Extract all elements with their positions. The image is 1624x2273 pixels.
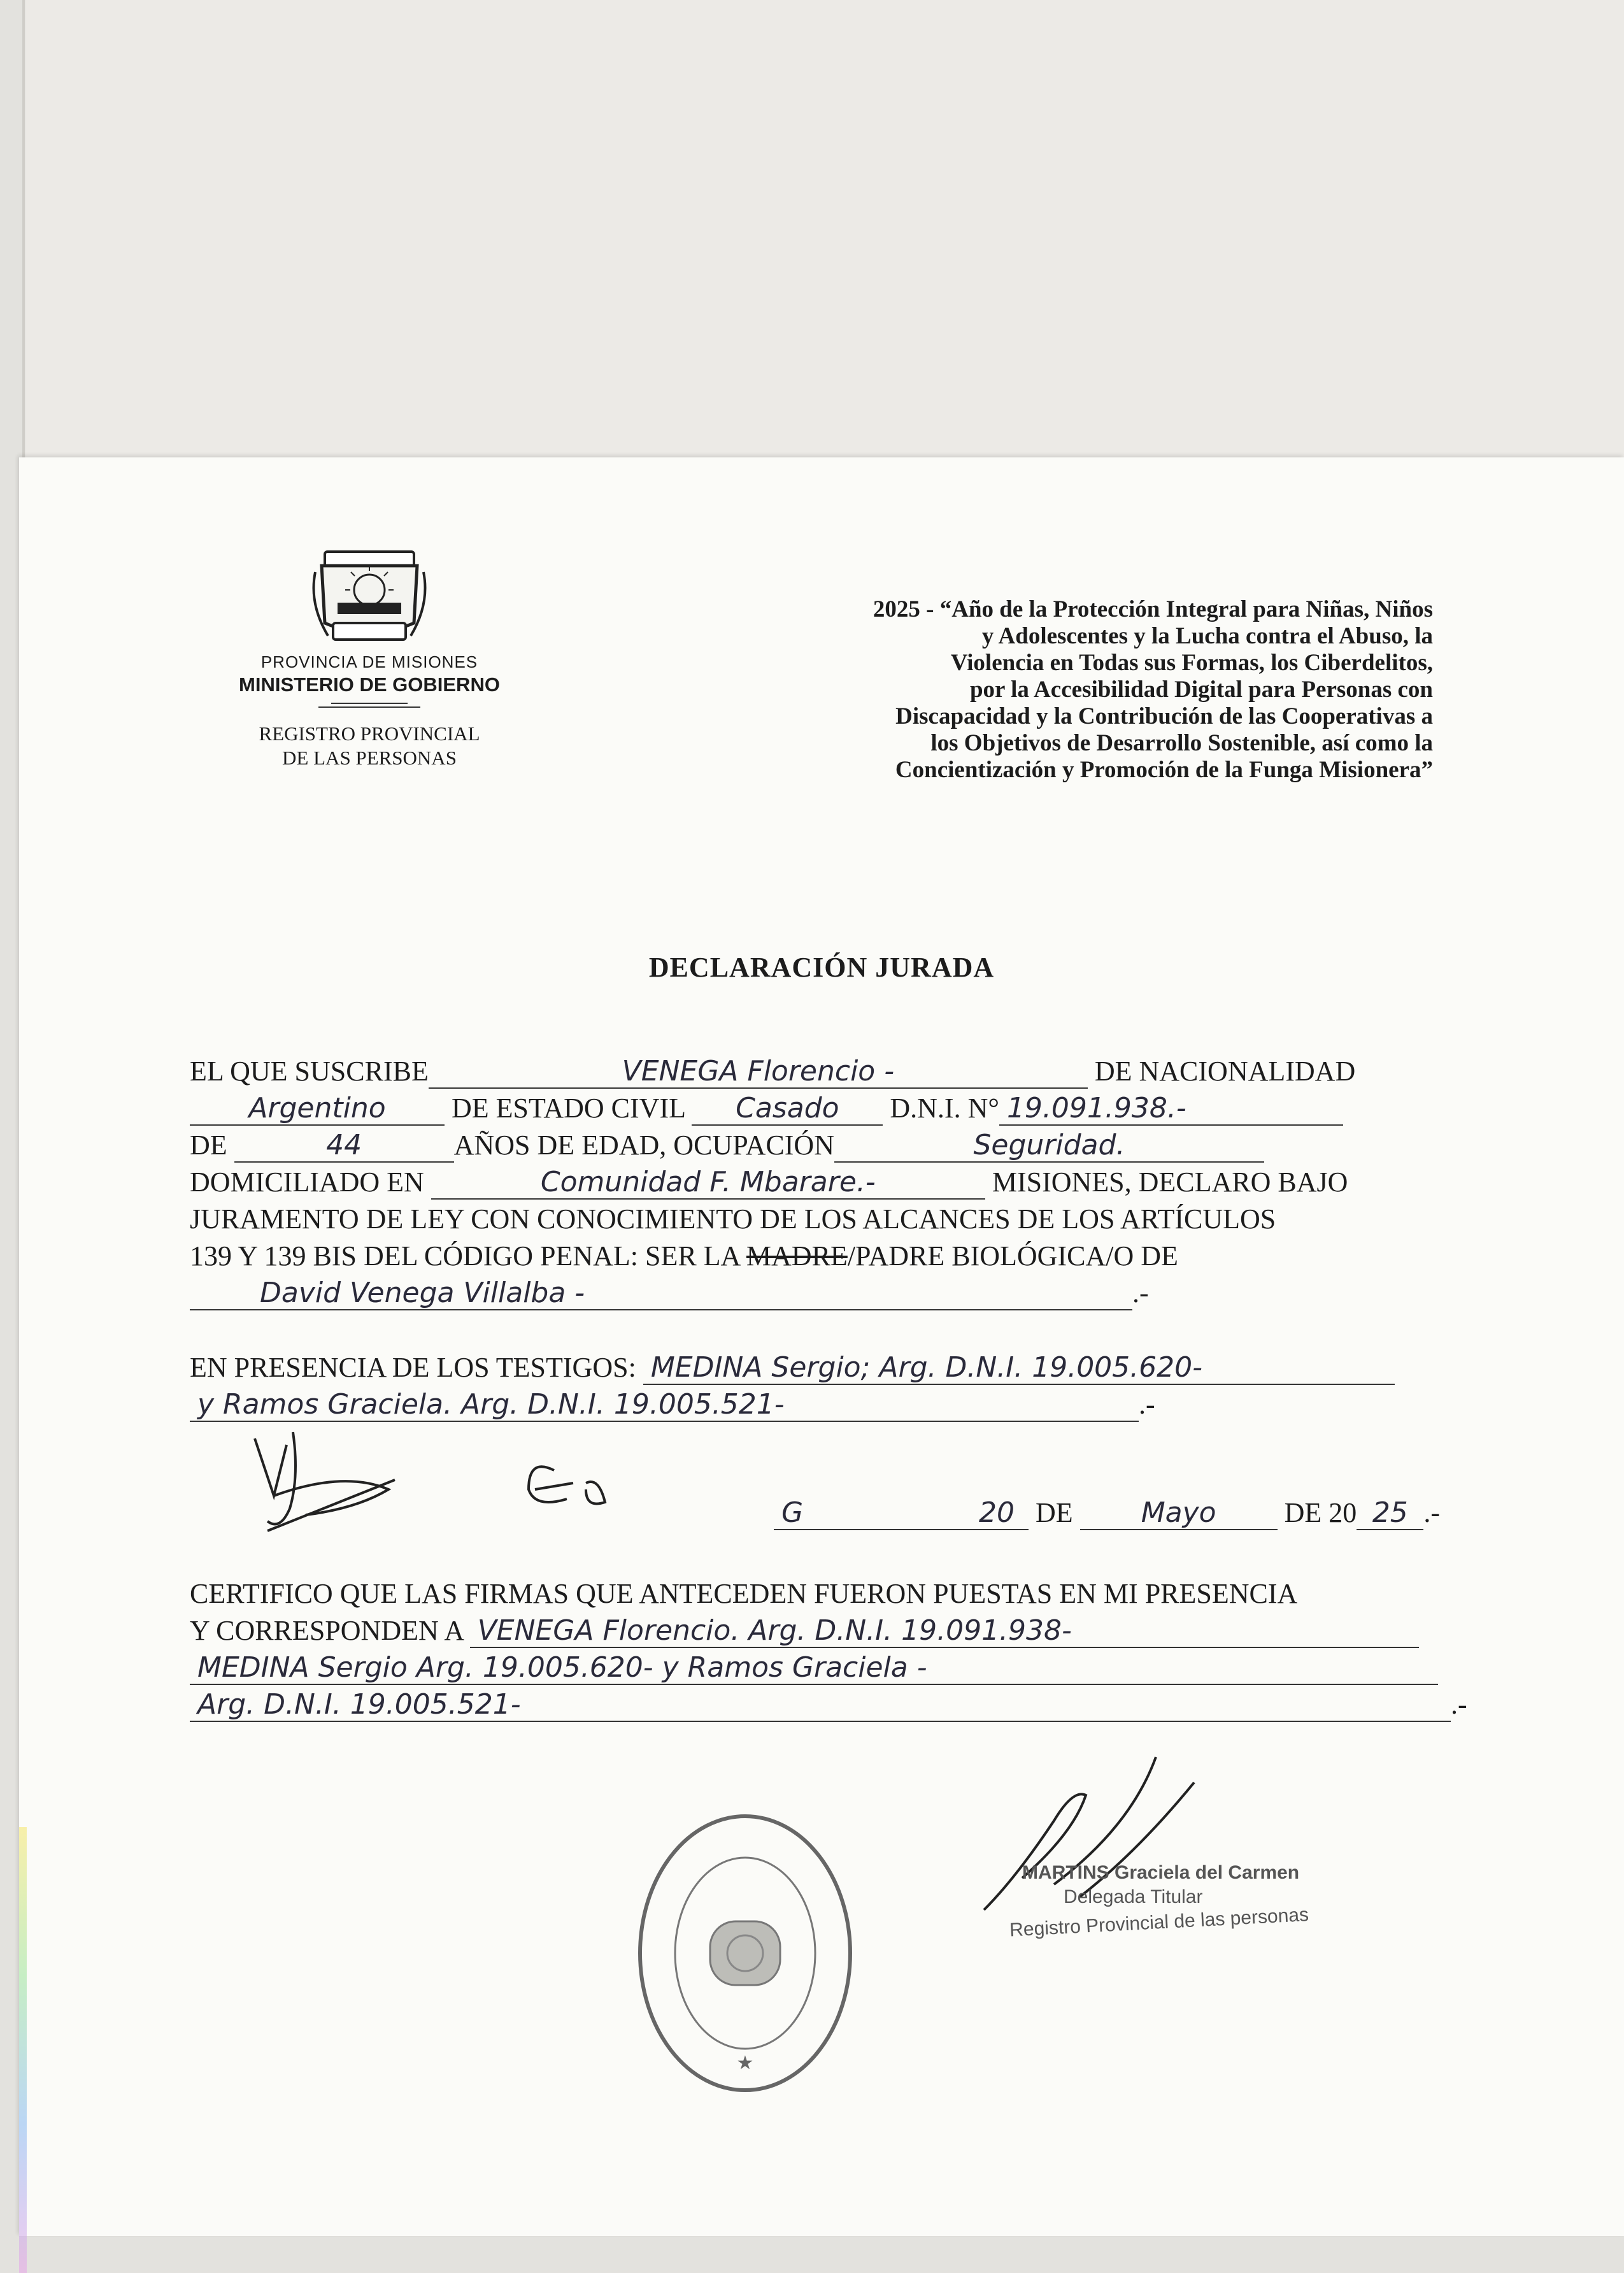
- form-line-domicile: [190, 1164, 1495, 1201]
- certify-field-3[interactable]: Arg. D.N.I. 19.005.521-: [190, 1689, 1451, 1722]
- form-line-civil: [190, 1090, 1495, 1127]
- witnesses-field-2[interactable]: y Ramos Graciela. Arg. D.N.I. 19.005.521-: [190, 1389, 1139, 1422]
- date-de-label: DE: [1036, 1497, 1073, 1528]
- dni-label: D.N.I. N°: [890, 1093, 999, 1124]
- form-line-certify: [190, 1612, 1495, 1649]
- motto-line: y Adolescentes y la Lucha contra el Abuso, la: [981, 623, 1433, 649]
- nationality-field[interactable]: Argentino: [190, 1093, 445, 1126]
- subscriber-label: EL QUE SUSCRIBE: [190, 1056, 429, 1087]
- fold-line: [22, 0, 25, 459]
- motto-line: Discapacidad y la Contribución de las Cooperativas a: [895, 703, 1433, 729]
- civil-status-field[interactable]: Casado: [692, 1093, 883, 1126]
- official-role: Delegada Titular: [1064, 1886, 1203, 1907]
- registry-name-line1: REGISTRO PROVINCIAL: [259, 722, 480, 745]
- form-line-certify-2: [190, 1649, 1495, 1686]
- certify-field-2[interactable]: MEDINA Sergio Arg. 19.005.620- y Ramos Graciela -: [190, 1652, 1438, 1685]
- witnesses-label: EN PRESENCIA DE LOS TESTIGOS:: [190, 1352, 636, 1383]
- document-title: DECLARACIÓN JURADA: [648, 952, 995, 983]
- provincial-crest-icon: [309, 547, 430, 649]
- date-month-field[interactable]: Mayo: [1080, 1497, 1278, 1530]
- form-line-certify-3: [190, 1686, 1495, 1723]
- motto-line: Violencia en Todas sus Formas, los Ciberdelitos,: [950, 650, 1433, 676]
- certify-field-1[interactable]: VENEGA Florencio. Arg. D.N.I. 19.091.938-: [470, 1615, 1419, 1648]
- witnesses-suffix: .-: [1139, 1389, 1155, 1420]
- date-place-field[interactable]: G: [774, 1497, 965, 1530]
- oath-line-1: JURAMENTO DE LEY CON CONOCIMIENTO DE LOS ALCANCES DE LOS ARTÍCULOS: [190, 1203, 1276, 1235]
- age-label: AÑOS DE EDAD, OCUPACIÓN: [453, 1129, 834, 1161]
- scan-edge-artifact: [19, 1827, 27, 2273]
- domicile-label: DOMICILIADO EN: [190, 1166, 424, 1198]
- witness-signatures: [229, 1419, 675, 1540]
- official-name: MARTINS Graciela del Carmen: [1022, 1862, 1300, 1883]
- back-sheet: [25, 0, 1624, 484]
- struck-word: MADRE: [746, 1240, 848, 1272]
- oath-line-2: [190, 1238, 1495, 1275]
- registry-round-stamp: [630, 1807, 860, 2100]
- form-line-age: [190, 1127, 1495, 1164]
- official-name-stamp: [997, 1862, 1315, 1941]
- province-name: PROVINCIA DE MISIONES: [260, 652, 478, 671]
- divider: [331, 703, 408, 704]
- de-label: DE: [190, 1129, 227, 1161]
- witnesses-field-1[interactable]: MEDINA Sergio; Arg. D.N.I. 19.005.620-: [643, 1352, 1395, 1385]
- date-day-field[interactable]: 20: [965, 1497, 1029, 1530]
- certify-label: Y CORRESPONDEN A: [190, 1615, 463, 1646]
- form-line-child: [190, 1275, 1495, 1312]
- official-office: Registro Provincial de las personas: [1009, 1904, 1309, 1941]
- ministry-name: MINISTERIO DE GOBIERNO: [239, 673, 500, 696]
- child-suffix: .-: [1132, 1277, 1149, 1309]
- official-year-motto: [605, 596, 1433, 784]
- form-line-witnesses: [190, 1349, 1495, 1386]
- document-page: [19, 457, 1624, 2236]
- age-field[interactable]: 44: [234, 1129, 454, 1163]
- motto-line: 2025 - “Año de la Protección Integral para Niñas, Niños: [873, 596, 1433, 622]
- motto-line: los Objetivos de Desarrollo Sostenible, así como la: [930, 730, 1433, 756]
- domicile-field[interactable]: Comunidad F. Mbarare.-: [431, 1166, 985, 1200]
- subscriber-field[interactable]: VENEGA Florencio -: [429, 1056, 1088, 1089]
- form-line-witnesses-2: [190, 1386, 1495, 1423]
- nationality-label: DE NACIONALIDAD: [1094, 1056, 1356, 1087]
- svg-text:★: ★: [736, 2052, 754, 2074]
- form-line-subscriber: [190, 1053, 1495, 1090]
- oath-text: /PADRE BIOLÓGICA/O DE: [847, 1240, 1178, 1272]
- form-line-date: [774, 1495, 1493, 1531]
- certify-suffix: .-: [1451, 1689, 1467, 1720]
- letterhead: [204, 547, 535, 770]
- motto-line: Concientización y Promoción de la Funga Misionera”: [895, 757, 1433, 783]
- date-year-prefix: DE 20: [1284, 1497, 1357, 1528]
- date-year-field[interactable]: 25: [1357, 1497, 1423, 1530]
- dni-field[interactable]: 19.091.938.-: [999, 1093, 1343, 1126]
- certify-line-1: CERTIFICO QUE LAS FIRMAS QUE ANTECEDEN FUERON PUESTAS EN MI PRESENCIA: [190, 1578, 1298, 1609]
- civil-status-label: DE ESTADO CIVIL: [452, 1093, 685, 1124]
- domicile-suffix: MISIONES, DECLARO BAJO: [992, 1166, 1348, 1198]
- occupation-field[interactable]: Seguridad.: [834, 1129, 1264, 1163]
- divider: [318, 706, 420, 708]
- child-field[interactable]: David Venega Villalba -: [190, 1277, 1132, 1310]
- oath-text: 139 Y 139 BIS DEL CÓDIGO PENAL: SER LA: [190, 1240, 746, 1272]
- motto-line: por la Accesibilidad Digital para Personas con: [969, 677, 1433, 703]
- registry-name-line2: DE LAS PERSONAS: [282, 747, 457, 769]
- date-suffix: .-: [1423, 1497, 1440, 1528]
